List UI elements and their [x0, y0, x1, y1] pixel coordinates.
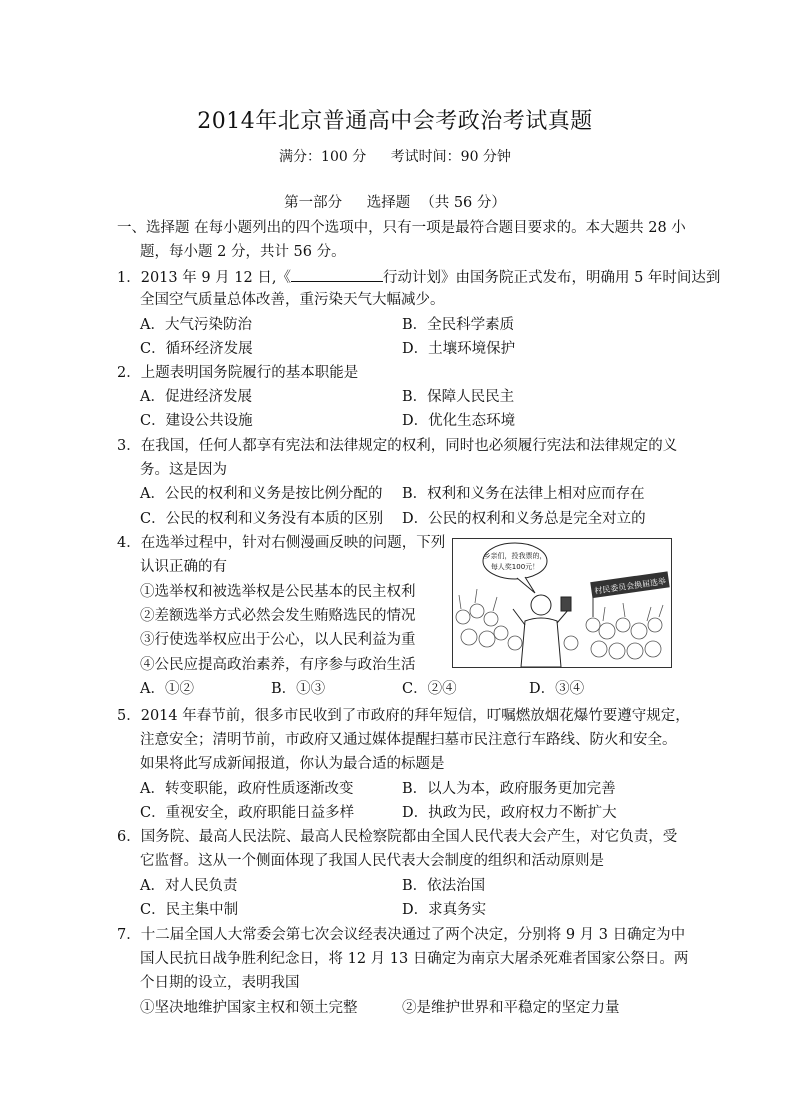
- banner-text: 村民委员会换届选举: [593, 576, 667, 596]
- q5-option-b: B．以人为本，政府服务更加完善: [402, 781, 616, 797]
- q1-option-c: C．循环经济发展: [140, 341, 253, 357]
- q4-item-2: ②差额选举方式必然会发生贿赂选民的情况: [140, 608, 416, 624]
- page-title: 2014年北京普通高中会考政治考试真题: [197, 109, 593, 134]
- speech-bubble: [483, 543, 547, 579]
- q2-option-d: D．优化生态环境: [402, 413, 516, 429]
- q5-option-d: D．执政为民，政府权力不断扩大: [402, 805, 617, 821]
- q5-option-c: C．重视安全，政府职能日益多样: [140, 805, 355, 821]
- q3-option-d: D．公民的权利和义务总是完全对立的: [402, 511, 646, 527]
- q4-item-4: ④公民应提高政治素养，有序参与政治生活: [140, 657, 416, 673]
- section-total: （共 56 分）: [420, 195, 506, 211]
- q1-line-2: 全国空气质量总体改善，重污染天气大幅减少。: [140, 292, 445, 308]
- speech-line-1: 乡亲们，投我票的，: [483, 552, 547, 560]
- cartoon-drawing: [453, 539, 671, 667]
- exam-time: 考试时间：90 分钟: [390, 149, 511, 165]
- q6-option-c: C．民主集中制: [140, 902, 239, 918]
- q6-option-a: A．对人民负责: [140, 878, 238, 894]
- q6-option-b: B．依法治国: [402, 878, 486, 894]
- q1-line-1-post: 行动计划》由国务院正式发布，明确用 5 年时间达到: [382, 270, 721, 286]
- q7-line-2: 国人民抗日战争胜利纪念日，将 12 月 13 日确定为南京大屠杀死难者国家公祭日。两: [140, 951, 689, 967]
- q3-option-c: C．公民的权利和义务没有本质的区别: [140, 511, 384, 527]
- q4-option-c: C．②④: [402, 681, 457, 697]
- instructions-line-1: 一、选择题 在每小题列出的四个选项中，只有一项是最符合题目要求的。本大题共 28 小: [117, 220, 686, 236]
- q4-option-a: A．①②: [140, 681, 194, 697]
- q6-line-2: 它监督。这从一个侧面体现了我国人民代表大会制度的组织和活动原则是: [140, 853, 604, 869]
- q1-option-d: D．土壤环境保护: [402, 341, 516, 357]
- q4-line-2: 认识正确的有: [140, 559, 227, 575]
- q4-option-d: D．③④: [529, 681, 585, 697]
- q2-option-c: C．建设公共设施: [140, 413, 253, 429]
- q5-line-1: 5．2014 年春节前，很多市民收到了市政府的拜年短信，叮嘱燃放烟花爆竹要遵守规定，: [117, 708, 690, 724]
- q7-item-2: ②是维护世界和平稳定的坚定力量: [402, 1000, 620, 1016]
- q6-line-1: 6．国务院、最高人民法院、最高人民检察院都由全国人民代表大会产生，对它负责，受: [117, 829, 678, 845]
- q4-item-1: ①选举权和被选举权是公民基本的民主权利: [140, 584, 416, 600]
- q7-item-1: ①坚决地维护国家主权和领土完整: [140, 1000, 358, 1016]
- q2-option-b: B．保障人民民主: [402, 389, 515, 405]
- q7-line-1: 7．十二届全国人大常委会第七次会议经表决通过了两个决定，分别将 9 月 3 日确定为中: [117, 927, 686, 943]
- q3-option-a: A．公民的权利和义务是按比例分配的: [140, 486, 383, 502]
- q3-line-2: 务。这是因为: [140, 462, 227, 478]
- q5-line-3: 如果将此写成新闻报道，你认为最合适的标题是: [140, 756, 445, 772]
- q7-line-3: 个日期的设立，表明我国: [140, 975, 300, 991]
- exam-info: [0, 146, 790, 166]
- q4-item-3: ③行使选举权应出于公心，以人民利益为重: [140, 632, 416, 648]
- q2-line-1: 2．上题表明国务院履行的基本职能是: [117, 365, 359, 381]
- instructions-line-2: 题，每小题 2 分，共计 56 分。: [140, 244, 346, 260]
- section-type: 选择题: [366, 195, 411, 211]
- q1-option-b: B．全民科学素质: [402, 317, 515, 333]
- q6-option-d: D．求真务实: [402, 902, 487, 918]
- q1-option-a: A．大气污染防治: [140, 317, 252, 333]
- full-score: 满分：100 分: [279, 149, 367, 165]
- q4-option-b: B．①③: [271, 681, 326, 697]
- q3-option-b: B．权利和义务在法律上相对应而存在: [402, 486, 645, 502]
- q5-option-a: A．转变职能，政府性质逐渐改变: [140, 781, 354, 797]
- q2-option-a: A．促进经济发展: [140, 389, 252, 405]
- election-cartoon: [452, 538, 672, 668]
- speech-line-2: 每人奖100元！: [490, 563, 540, 571]
- q4-line-1: 4．在选举过程中，针对右侧漫画反映的问题，下列: [117, 535, 446, 551]
- q1-blank: [291, 266, 383, 282]
- section-part: 第一部分: [284, 195, 343, 211]
- q1-line-1: [117, 266, 720, 288]
- q1-line-1-pre: 1．2013 年 9 月 12 日,《: [117, 270, 291, 286]
- q5-line-2: 注意安全；清明节前，市政府又通过媒体提醒扫墓市民注意行车路线、防火和安全。: [140, 732, 677, 748]
- section-heading: [0, 191, 790, 212]
- q3-line-1: 3．在我国，任何人都享有宪法和法律规定的权利，同时也必须履行宪法和法律规定的义: [117, 438, 678, 454]
